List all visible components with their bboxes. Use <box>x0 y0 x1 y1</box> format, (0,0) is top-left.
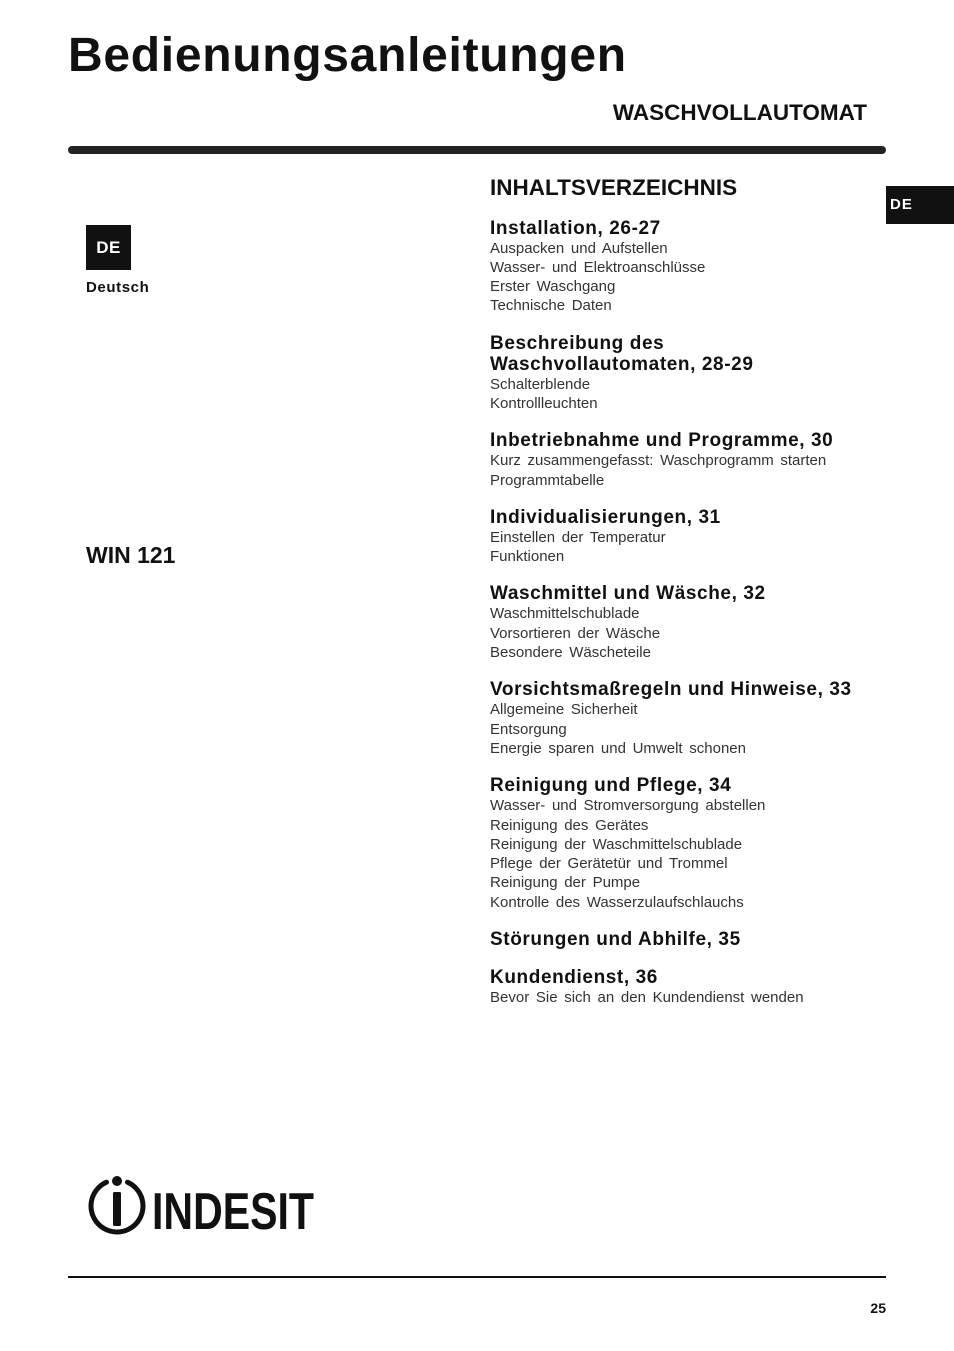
toc-item: Kontrollleuchten <box>490 394 598 412</box>
toc-item: Besondere Wäscheteile <box>490 644 651 662</box>
toc-heading: Installation, 26-27 <box>490 217 661 239</box>
toc-item: Auspacken und Aufstellen <box>490 239 668 257</box>
toc-heading: Reinigung und Pflege, 34 <box>490 775 732 797</box>
document-title: Bedienungsanleitungen <box>68 29 627 82</box>
toc-section-stoerungen <box>490 929 886 950</box>
toc-title: INHALTSVERZEICHNIS <box>490 175 738 200</box>
language-side-tab: DE <box>886 186 954 224</box>
toc-section-reinigung <box>490 775 886 912</box>
toc-item: Wasser- und Elektroanschlüsse <box>490 258 706 276</box>
toc-item: Technische Daten <box>490 297 612 315</box>
toc-item: Reinigung des Gerätes <box>490 816 649 834</box>
toc-section-installation <box>490 218 886 316</box>
indesit-i-circle-icon <box>91 1176 143 1232</box>
toc-item: Wasser- und Stromversorgung abstellen <box>490 797 766 815</box>
toc-item: Schalterblende <box>490 375 591 393</box>
indesit-logo <box>86 1175 318 1241</box>
toc-section-kundendienst <box>490 967 886 1007</box>
toc-section-vorsichtsmassregeln <box>490 679 886 758</box>
model-name: WIN 121 <box>86 542 176 568</box>
header-divider-bar <box>68 146 886 154</box>
footer-divider <box>68 1276 886 1278</box>
language-name: Deutsch <box>86 279 150 296</box>
toc-section-inbetriebnahme <box>490 430 886 490</box>
page-number: 25 <box>870 1300 886 1316</box>
toc-heading: Individualisierungen, 31 <box>490 506 721 528</box>
toc-heading: Störungen und Abhilfe, 35 <box>490 929 741 951</box>
document-subtitle: WASCHVOLLAUTOMAT <box>612 100 867 125</box>
toc-item: Reinigung der Pumpe <box>490 874 641 892</box>
toc-item: Funktionen <box>490 548 565 566</box>
brand-wordmark: INDESIT <box>152 1183 315 1241</box>
toc-item: Vorsortieren der Wäsche <box>490 624 661 642</box>
toc-heading: Kundendienst, 36 <box>490 967 658 989</box>
toc-item: Bevor Sie sich an den Kundendienst wenden <box>490 989 804 1007</box>
toc-item: Kontrolle des Wasserzulaufschlauchs <box>490 893 744 911</box>
toc-heading: Inbetriebnahme und Programme, 30 <box>490 430 834 452</box>
toc-item: Erster Waschgang <box>490 278 616 296</box>
toc-item: Reinigung der Waschmittelschublade <box>490 835 743 853</box>
toc-section-waschmittel <box>490 583 886 662</box>
toc-section-beschreibung <box>490 333 886 414</box>
toc-heading: Waschmittel und Wäsche, 32 <box>490 583 766 605</box>
toc-item: Entsorgung <box>490 720 567 738</box>
table-of-contents <box>490 218 886 1008</box>
language-code-badge: DE <box>86 225 131 270</box>
toc-item: Programmtabelle <box>490 471 605 489</box>
toc-item: Energie sparen und Umwelt schonen <box>490 739 746 757</box>
toc-heading: Beschreibung des Waschvollautomaten, 28-29 <box>490 332 754 375</box>
toc-heading: Vorsichtsmaßregeln und Hinweise, 33 <box>490 679 852 701</box>
toc-item: Waschmittelschublade <box>490 605 640 623</box>
toc-item: Pflege der Gerätetür und Trommel <box>490 855 728 873</box>
toc-item: Kurz zusammengefasst: Waschprogramm starten <box>490 452 827 470</box>
toc-item: Allgemeine Sicherheit <box>490 701 638 719</box>
toc-item: Einstellen der Temperatur <box>490 528 666 546</box>
toc-section-individualisierungen <box>490 507 886 567</box>
